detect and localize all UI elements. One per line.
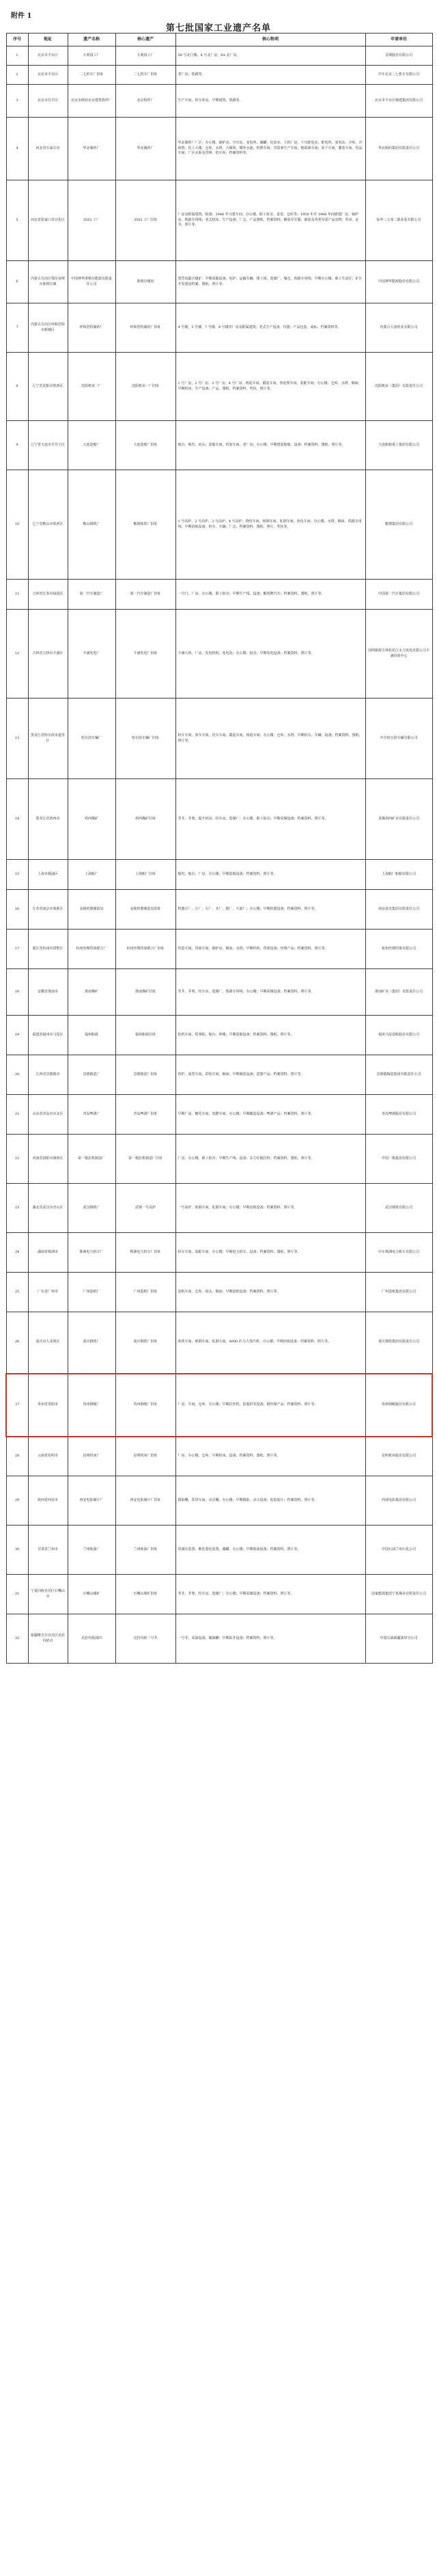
cell-heritage-name: 广州造纸厂 bbox=[68, 1273, 115, 1312]
cell-heritage-name: 哈尔滨车辆厂 bbox=[68, 699, 115, 779]
cell-core-heritage: 金陵机器制造局旧址 bbox=[115, 890, 175, 930]
table-row bbox=[6, 930, 432, 969]
cell-heritage-name: 大观园工厂 bbox=[68, 46, 115, 66]
cell-no: 1 bbox=[6, 46, 28, 66]
table-row bbox=[6, 180, 432, 261]
table-row bbox=[6, 699, 432, 779]
header-no: 序号 bbox=[6, 33, 28, 46]
cell-core-heritage: 鞍钢炼铁厂旧址 bbox=[115, 470, 175, 580]
cell-core-items: 厂房、办公楼、职工宿舍；早期生产线、设备；东方红拖拉机；档案资料、图纸、照片等。 bbox=[175, 1135, 365, 1184]
cell-address: 甘肃省兰州市 bbox=[28, 1526, 68, 1575]
cell-heritage-name: 福州船政 bbox=[68, 1016, 115, 1055]
cell-address: 内蒙古自治区呼和浩特市新城区 bbox=[28, 303, 68, 353]
cell-heritage-name: 上海船厂 bbox=[68, 860, 115, 890]
table-row bbox=[6, 1095, 432, 1135]
cell-core-items: 窑炉、成型车间、彩绘车间、烟囱；早期制瓷设备；瓷器产品；档案资料、照片等。 bbox=[175, 1055, 365, 1095]
cell-address: 吉林省长春市绿园区 bbox=[28, 580, 68, 610]
cell-address: 北京市丰台区 bbox=[28, 66, 68, 85]
cell-address: 福建省福州市马尾区 bbox=[28, 1016, 68, 1055]
cell-address: 浙江省杭州市拱墅区 bbox=[28, 930, 68, 969]
cell-heritage-name: 武汉钢铁厂 bbox=[68, 1184, 115, 1233]
cell-core-heritage: 杭州丝绸印染联合厂旧址 bbox=[115, 930, 175, 969]
cell-applicant: 中车哈尔滨车辆有限公司 bbox=[365, 699, 432, 779]
cell-heritage-name: 金陵机器制造局 bbox=[68, 890, 115, 930]
header-core-heritage: 核心遗产 bbox=[115, 33, 175, 46]
cell-heritage-name: 呼和浩特制药厂 bbox=[68, 303, 115, 353]
cell-core-heritage: 第一拖拉机制造厂旧址 bbox=[115, 1135, 175, 1184]
cell-core-items: 厂房、车间、仓库、办公楼；早期拉丝机、捻股机等设备；钢丝绳产品；档案资料、照片等。 bbox=[175, 1374, 365, 1437]
table-row bbox=[6, 85, 432, 118]
cell-no: 19 bbox=[6, 1016, 28, 1055]
cell-core-items: 炼铁车间、炼钢车间、轧钢车间、8000 匹马力蒸汽机；办公楼；早期冶炼设备；档案资料、照片等。 bbox=[175, 1312, 365, 1374]
cell-core-items: 竖井、井架、绞车房、选煤厂、铁路专用线；办公楼；早期采煤设备；档案资料、照片等。 bbox=[175, 969, 365, 1016]
cell-heritage-name: 丰满发电厂 bbox=[68, 610, 115, 699]
cell-address: 辽宁省沈阳市铁西区 bbox=[28, 353, 68, 421]
cell-core-heritage: 西安电影制片厂旧址 bbox=[115, 1476, 175, 1526]
cell-applicant: 福州马尾造船股份有限公司 bbox=[365, 1016, 432, 1055]
cell-core-heritage: 华北制药厂 bbox=[115, 118, 175, 180]
cell-address: 广东省广州市 bbox=[28, 1273, 68, 1312]
cell-heritage-name: 杭州丝绸印染联合厂 bbox=[68, 930, 115, 969]
cell-core-items: 一号井、采油设备、储油罐；早期钻井设备；档案资料、照片等。 bbox=[175, 1614, 365, 1664]
cell-heritage-name: 中国神华准格尔能源有限责任公司 bbox=[68, 261, 115, 303]
cell-address: 山东省青岛市市北区 bbox=[28, 1095, 68, 1135]
cell-no: 15 bbox=[6, 860, 28, 890]
cell-address: 上海市杨浦区 bbox=[28, 860, 68, 890]
cell-core-heritage: 景德镇瓷厂旧址 bbox=[115, 1055, 175, 1095]
cell-core-heritage: 青岛啤酒厂旧址 bbox=[115, 1095, 175, 1135]
cell-core-items: 4 号楼、5 号楼、7 号楼、8 号楼等厂房及附属建筑；老式生产设备、仪器；产品包装、商标、档案资料等。 bbox=[175, 303, 365, 353]
cell-applicant: 华北制药集团有限责任公司 bbox=[365, 118, 432, 180]
cell-heritage-name: 北京市政府北京建筑构件厂 bbox=[68, 85, 115, 118]
cell-applicant: 大连船舶重工集团有限公司 bbox=[365, 421, 432, 470]
cell-applicant: 北京市丰台区城建集团有限公司 bbox=[365, 85, 432, 118]
cell-no: 28 bbox=[6, 1437, 28, 1476]
table-row bbox=[6, 1476, 432, 1526]
cell-core-items: 一号门、厂房、办公楼、职工宿舍；早期生产线、设备；解放牌汽车；档案资料、图纸、照片等。 bbox=[175, 580, 365, 610]
cell-core-heritage: 株洲电力机车厂旧址 bbox=[115, 1233, 175, 1273]
cell-heritage-name: 重庆钢铁厂 bbox=[68, 1312, 115, 1374]
cell-address: 宁夏回族自治区石嘴山市 bbox=[28, 1575, 68, 1614]
cell-address: 吉林省吉林市丰满区 bbox=[28, 610, 68, 699]
cell-applicant: 国网新源吉林松花江水力发电有限公司丰满培训中心 bbox=[365, 610, 432, 699]
cell-heritage-name: 株洲电力机车厂 bbox=[68, 1233, 115, 1273]
header-core-items: 核心物项 bbox=[175, 33, 365, 46]
cell-heritage-name: 鞍山钢铁厂 bbox=[68, 470, 115, 580]
cell-applicant: 广州造纸集团有限公司 bbox=[365, 1273, 432, 1312]
cell-applicant: 中车株洲电力机车有限公司 bbox=[365, 1233, 432, 1273]
cell-core-items: 1 号高炉、2 号高炉、3 号高炉、4 号高炉；烧结车间、炼钢车间、轧钢车间、焦化车间；办公楼、水塔、烟囱、铁路专用线；早期冶炼设备、机车、车辆；厂志、档案资料、图纸、照片、奖状等。 bbox=[175, 470, 365, 580]
cell-heritage-name: 第一拖拉机制造厂 bbox=[68, 1135, 115, 1184]
cell-applicant: 中国一拖集团有限公司 bbox=[365, 1135, 432, 1184]
cell-address: 重庆市九龙坡区 bbox=[28, 1312, 68, 1374]
cell-core-items: 老厂房、铁路等。 bbox=[175, 66, 365, 85]
cell-no: 5 bbox=[6, 180, 28, 261]
cell-applicant: 首钢股份有限公司 bbox=[365, 46, 432, 66]
cell-core-heritage: 福州船政旧址 bbox=[115, 1016, 175, 1055]
cell-core-heritage: 3502 工厂旧址 bbox=[115, 180, 175, 261]
cell-heritage-name: 大连造船厂 bbox=[68, 421, 115, 470]
cell-address: 河北省石家庄市 bbox=[28, 118, 68, 180]
header-heritage-name: 遗产名称 bbox=[68, 33, 115, 46]
cell-heritage-name: 第一汽车制造厂 bbox=[68, 580, 115, 610]
cell-core-heritage: 鸡西煤矿旧址 bbox=[115, 779, 175, 860]
cell-core-heritage: 贵州钢绳厂旧址 bbox=[115, 1374, 175, 1437]
cell-no: 26 bbox=[6, 1312, 28, 1374]
cell-applicant: 杭州丝绸印染有限公司 bbox=[365, 930, 432, 969]
cell-no: 8 bbox=[6, 353, 28, 421]
table-row bbox=[6, 1526, 432, 1575]
cell-heritage-name: 石嘴山煤矿 bbox=[68, 1575, 115, 1614]
table-row bbox=[6, 1614, 432, 1664]
cell-core-heritage: 武钢一号高炉 bbox=[115, 1184, 175, 1233]
cell-applicant: 贵州钢绳股份有限公司 bbox=[365, 1374, 432, 1437]
table-row bbox=[6, 470, 432, 580]
cell-no: 22 bbox=[6, 1135, 28, 1184]
cell-heritage-name: 克拉玛依油田 bbox=[68, 1614, 115, 1664]
cell-applicant: 武汉钢铁有限公司 bbox=[365, 1184, 432, 1233]
cell-address: 辽宁省鞍山市铁西区 bbox=[28, 470, 68, 580]
cell-applicant: 中国第一汽车集团有限公司 bbox=[365, 580, 432, 610]
table-row bbox=[6, 860, 432, 890]
cell-core-items: 摄影棚、洗印车间、录音棚、办公楼；早期摄影、录音设备；电影胶片；档案资料、照片等。 bbox=[175, 1476, 365, 1526]
cell-core-items: 机车车间、客车车间、货车车间、锻造车间、铸造车间；办公楼、仓库、水塔；早期机车、车辆、设备；档案资料、图纸、照片等。 bbox=[175, 699, 365, 779]
cell-no: 31 bbox=[6, 1575, 28, 1614]
table-row bbox=[6, 421, 432, 470]
cell-no: 24 bbox=[6, 1233, 28, 1273]
cell-address: 江西省景德镇市 bbox=[28, 1055, 68, 1095]
cell-applicant: 中国石油兰州石化公司 bbox=[365, 1526, 432, 1575]
heritage-list-table bbox=[5, 33, 433, 1664]
cell-heritage-name: 鸡西煤矿 bbox=[68, 779, 115, 860]
cell-no: 18 bbox=[6, 969, 28, 1016]
cell-no: 25 bbox=[6, 1273, 28, 1312]
cell-address: 河北省张家口市宣化区 bbox=[28, 180, 68, 261]
cell-heritage-name: 淮南煤矿 bbox=[68, 969, 115, 1016]
cell-heritage-name: 景德镇瓷厂 bbox=[68, 1055, 115, 1095]
cell-no: 23 bbox=[6, 1184, 28, 1233]
cell-applicant: 重庆钢铁集团有限责任公司 bbox=[365, 1312, 432, 1374]
cell-core-heritage: 克拉玛依一号井 bbox=[115, 1614, 175, 1664]
cell-core-items: 竖井、井架、提升机房、绞车房、选煤厂；办公楼、职工宿舍；早期采煤设备；档案资料、照片等。 bbox=[175, 779, 365, 860]
cell-no: 16 bbox=[6, 890, 28, 930]
cell-core-items: 华北制药厂厂区：办公楼、锅炉房、空压站、变电所、储罐、化验室、主机厂房、下压配电室、配电所、变电站、冷库、冷却塔、化工大楼、仓库、水塔、大烟筒、循环水池、机修车间；青霉素生产车间、链霉素车间；冻干车间、灌装车间、结晶车间；厂区水系及管网、机车库；档案资料等。 bbox=[175, 118, 365, 180]
cell-applicant: 沈阳机床（集团）有限责任公司 bbox=[365, 353, 432, 421]
cell-heritage-name: 兰州炼油厂 bbox=[68, 1526, 115, 1575]
cell-no: 29 bbox=[6, 1476, 28, 1526]
document-title: 第七批国家工业遗产名单 bbox=[165, 23, 271, 33]
cell-core-items: 机车车间、装配车间、办公楼；早期电力机车、设备；档案资料、图纸、照片等。 bbox=[175, 1233, 365, 1273]
cell-address: 内蒙古自治区鄂尔多斯市准格尔旗 bbox=[28, 261, 68, 303]
header-address: 地址 bbox=[28, 33, 68, 46]
cell-core-items: 轮机车间、绘事院、船台、钟楼；早期造船设备；档案资料、图纸、照片等。 bbox=[175, 1016, 365, 1055]
cell-heritage-name: 华北制药厂 bbox=[68, 118, 115, 180]
cell-core-heritage: 第一汽车制造厂旧址 bbox=[115, 580, 175, 610]
cell-address: 安徽省淮南市 bbox=[28, 969, 68, 1016]
cell-no: 9 bbox=[6, 421, 28, 470]
table-row bbox=[6, 969, 432, 1016]
cell-core-items: 生产车间、机车库房、早期建筑、铁路等。 bbox=[175, 85, 365, 118]
cell-no: 27 bbox=[6, 1374, 28, 1437]
cell-applicant: 际华三五零二职业装有限公司 bbox=[365, 180, 432, 261]
cell-core-items: 黑岱沟露天煤矿：早期采掘设备、电铲、运输车辆、排土场；选煤厂、煤仓、铁路专用线；早期办公楼、职工生活区；矿区开发建设档案、图纸、照片等。 bbox=[175, 261, 365, 303]
cell-heritage-name: 贵州钢绳厂 bbox=[68, 1374, 115, 1437]
table-row bbox=[6, 1312, 432, 1374]
cell-core-heritage: 石嘴山煤矿旧址 bbox=[115, 1575, 175, 1614]
cell-core-heritage: 兰州炼油厂旧址 bbox=[115, 1526, 175, 1575]
cell-no: 2 bbox=[6, 66, 28, 85]
cell-core-items: 船坞、船台、厂房、办公楼；早期造船设备；档案资料、照片等。 bbox=[175, 860, 365, 890]
cell-no: 13 bbox=[6, 699, 28, 779]
cell-no: 30 bbox=[6, 1526, 28, 1575]
annex-label: 附件 1 bbox=[11, 12, 32, 20]
cell-address: 黑龙江省哈尔滨市道里区 bbox=[28, 699, 68, 779]
table-row bbox=[6, 1184, 432, 1233]
cell-core-items: 竖井、井架、绞车房、选煤厂；办公楼；早期采煤设备；档案资料、照片等。 bbox=[175, 1575, 365, 1614]
cell-applicant: 鞍钢集团有限公司 bbox=[365, 470, 432, 580]
header-applicant: 申请单位 bbox=[365, 33, 432, 46]
cell-address: 湖南省株洲市 bbox=[28, 1233, 68, 1273]
table-row bbox=[6, 118, 432, 180]
cell-applicant: 昆明机床股份有限公司 bbox=[365, 1437, 432, 1476]
cell-address: 陕西省西安市 bbox=[28, 1476, 68, 1526]
cell-no: 14 bbox=[6, 779, 28, 860]
table-row bbox=[6, 1233, 432, 1273]
table-row bbox=[6, 779, 432, 860]
cell-core-items: 常减压装置、催化裂化装置、储罐、办公楼；早期炼油设备；档案资料、照片等。 bbox=[175, 1526, 365, 1575]
cell-applicant: 龙煤鸡西矿业有限责任公司 bbox=[365, 779, 432, 860]
cell-address: 湖北省武汉市青山区 bbox=[28, 1184, 68, 1233]
cell-core-heritage: 广州造纸厂旧址 bbox=[115, 1273, 175, 1312]
cell-core-heritage: 呼和浩特制药厂旧址 bbox=[115, 303, 175, 353]
cell-applicant: 景德镇陶瓷集团有限责任公司 bbox=[365, 1055, 432, 1095]
cell-applicant: 南京晨光集团有限责任公司 bbox=[365, 890, 432, 930]
cell-no: 17 bbox=[6, 930, 28, 969]
cell-applicant: 西部电影集团有限公司 bbox=[365, 1476, 432, 1526]
cell-core-heritage: 上海船厂旧址 bbox=[115, 860, 175, 890]
cell-address: 辽宁省大连市甘井子区 bbox=[28, 421, 68, 470]
cell-core-heritage: 重庆钢铁厂旧址 bbox=[115, 1312, 175, 1374]
table-row bbox=[6, 1437, 432, 1476]
cell-core-heritage: 准格尔煤田 bbox=[115, 261, 175, 303]
cell-core-heritage: 淮南煤矿旧址 bbox=[115, 969, 175, 1016]
cell-core-heritage: 哈尔滨车辆厂旧址 bbox=[115, 699, 175, 779]
table-row bbox=[6, 303, 432, 353]
table-row bbox=[6, 1135, 432, 1184]
cell-address: 北京市丰台区 bbox=[28, 46, 68, 66]
table-row bbox=[6, 1055, 432, 1095]
cell-address: 云南省昆明市 bbox=[28, 1437, 68, 1476]
cell-core-items: 厂房、办公楼、仓库；早期机床、设备；档案资料、图纸、照片等。 bbox=[175, 1437, 365, 1476]
cell-core-items: 早期厂房、糖化车间、发酵车间、办公楼；早期酿造设备；啤酒产品；档案资料、照片等。 bbox=[175, 1095, 365, 1135]
table-row bbox=[6, 580, 432, 610]
cell-applicant: 青岛啤酒股份有限公司 bbox=[365, 1095, 432, 1135]
cell-no: 21 bbox=[6, 1095, 28, 1135]
cell-no: 12 bbox=[6, 610, 28, 699]
cell-core-heritage: 北京构件厂 bbox=[115, 85, 175, 118]
table-row bbox=[6, 610, 432, 699]
cell-no: 6 bbox=[6, 261, 28, 303]
cell-core-heritage: 沈阳机床一厂旧址 bbox=[115, 353, 175, 421]
cell-applicant: 淮南矿业（集团）有限责任公司 bbox=[365, 969, 432, 1016]
cell-core-items: 丰满大坝、厂房、发电机组、变电站；办公楼、宿舍；早期发电设备；档案资料、照片等。 bbox=[175, 610, 365, 699]
cell-no: 10 bbox=[6, 470, 28, 580]
table-row bbox=[6, 66, 432, 85]
cell-address: 新疆维吾尔自治区克拉玛依市 bbox=[28, 1614, 68, 1664]
cell-core-items: 织造车间、印染车间、锅炉房、烟囱、水塔；早期织机、印染设备；丝绸产品；档案资料、照片等。 bbox=[175, 930, 365, 969]
cell-applicant: 内蒙古大唐药业有限公司 bbox=[365, 303, 432, 353]
cell-applicant: 中国神华能源股份有限公司 bbox=[365, 261, 432, 303]
cell-core-items: 造纸车间、仓库、码头、烟囱；早期造纸设备；档案资料、照片等。 bbox=[175, 1273, 365, 1312]
cell-core-heritage: 昆明机床厂旧址 bbox=[115, 1437, 175, 1476]
cell-core-items: 1 号厂房、2 号厂房、3 号厂房、4 号厂房、铸造车间、锻造车间、热处理车间、装配车间；办公楼、仓库、水塔、烟囱；早期机床、生产设备；产品、图纸、档案资料、奖状、照片等。 bbox=[175, 353, 365, 421]
table-row bbox=[6, 353, 432, 421]
cell-core-heritage: 大观园工厂 bbox=[115, 46, 175, 66]
cell-address: 贵州省贵阳市 bbox=[28, 1374, 68, 1437]
cell-heritage-name: 沈阳机床一厂 bbox=[68, 353, 115, 421]
cell-heritage-name: 青岛啤酒厂 bbox=[68, 1095, 115, 1135]
cell-address: 江苏省南京市秦淮区 bbox=[28, 890, 68, 930]
cell-core-heritage: 丰满发电厂旧址 bbox=[115, 610, 175, 699]
table-row bbox=[6, 1374, 432, 1437]
table-row bbox=[6, 46, 432, 66]
cell-heritage-name: 3502 工厂 bbox=[68, 180, 115, 261]
cell-core-heritage: 大连造船厂旧址 bbox=[115, 421, 175, 470]
cell-no: 4 bbox=[6, 118, 28, 180]
cell-applicant: 中车北京二七机车有限公司 bbox=[365, 66, 432, 85]
cell-core-items: 厂房及附属建筑、院落：1946 年兴建车间、办公楼、职工宿舍、食堂、仓库等；1958 年至 1966 年间新建厂房、锅炉房、铁路专用线；老式机床、生产设备；厂志、产品图纸、档案资料；解放军军服、被装及各类军需产品实物；奖章、证书、照片等。 bbox=[175, 180, 365, 261]
cell-address: 河南省洛阳市涧西区 bbox=[28, 1135, 68, 1184]
cell-heritage-name: 西安电影制片厂 bbox=[68, 1476, 115, 1526]
table-row bbox=[6, 1273, 432, 1312]
cell-applicant: 上海船厂船舶有限公司 bbox=[365, 860, 432, 890]
table-row bbox=[6, 1575, 432, 1614]
cell-core-items: 机器正厂、左厂、右厂、木厂、炮厂、火箭厂；办公楼；早期机器设备；档案资料、照片等。 bbox=[175, 890, 365, 930]
cell-address: 北京市昌平区 bbox=[28, 85, 68, 118]
cell-no: 3 bbox=[6, 85, 28, 118]
cell-core-items: 58 号北门楼、4 号北厂房、6A 北厂房。 bbox=[175, 46, 365, 66]
cell-applicant: 国家能源集团宁夏煤业有限责任公司 bbox=[365, 1575, 432, 1614]
cell-core-heritage: 二七机车厂旧址 bbox=[115, 66, 175, 85]
cell-no: 7 bbox=[6, 303, 28, 353]
table-row bbox=[6, 261, 432, 303]
table-header-row bbox=[6, 33, 432, 46]
cell-applicant: 中国石油新疆油田分公司 bbox=[365, 1614, 432, 1664]
table-row bbox=[6, 890, 432, 930]
table-row bbox=[6, 1016, 432, 1055]
cell-no: 11 bbox=[6, 580, 28, 610]
cell-no: 20 bbox=[6, 1055, 28, 1095]
cell-core-items: 一号高炉、炼钢车间、轧钢车间；办公楼；早期冶炼设备；档案资料、照片等。 bbox=[175, 1184, 365, 1233]
cell-heritage-name: 二七机车厂旧址 bbox=[68, 66, 115, 85]
cell-address: 黑龙江省鸡西市 bbox=[28, 779, 68, 860]
cell-no: 32 bbox=[6, 1614, 28, 1664]
cell-core-items: 船台、船坞、码头；造船车间、机加车间、老厂房；办公楼；早期建造船舶、设备；档案资料、图纸、照片等。 bbox=[175, 421, 365, 470]
cell-heritage-name: 昆明机床厂 bbox=[68, 1437, 115, 1476]
